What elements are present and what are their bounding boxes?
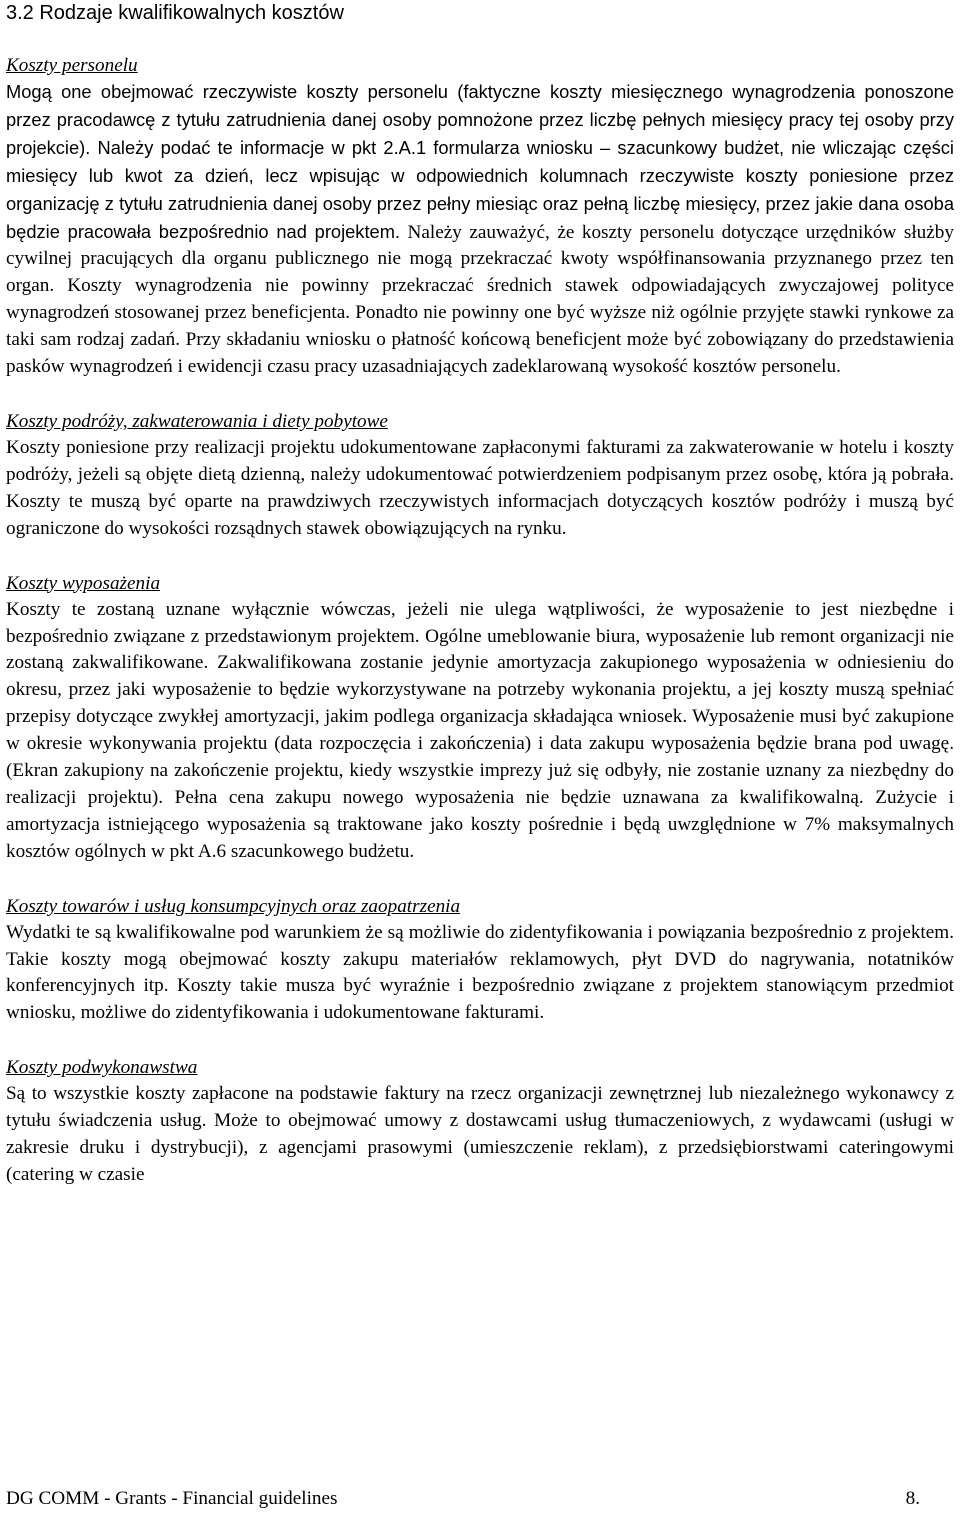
section-subcontracting bbox=[6, 1055, 954, 1189]
body-text: Koszty poniesione przy realizacji projektu udokumentowane zapłaconymi fakturami za zakwaterowanie w hotelu i koszty podróży, jeżeli są objęte dietą dzienną, należy udokumentować potwierdzeniem podpisanym przez osobę, która ją pobrała. Koszty te muszą być oparte na prawdziwych rzeczywistych informacjach dotyczących kosztów podróży i muszą być ograniczone do wysokości rozsądnych stawek obowiązujących na rynku. bbox=[6, 436, 954, 539]
section-body bbox=[6, 435, 954, 543]
section-body bbox=[6, 79, 954, 381]
page-footer bbox=[6, 1486, 920, 1512]
body-text: Należy zauważyć, że koszty personelu dotyczące urzędników służby cywilnej pracujących dla organu publicznego nie mogą przekraczać kwoty współfinansowania przyznanego przez ten organ. Koszty wynagrodzenia nie powinny przekraczać średnich stawek odpowiadających zwyczajowej polityce wynagrodzeń stosowanej przez beneficjenta. Ponadto nie powinny one być wyższe niż ogólnie przyjęte stawki rynkowe za taki sam rodzaj zadań. Przy składaniu wniosku o płatność końcową beneficjent może być zobowiązany do przedstawienia pasków wynagrodzeń i ewidencji czasu pracy uzasadniających zadeklarowaną wysokość kosztów personelu. bbox=[6, 221, 954, 378]
body-text: Koszty te zostaną uznane wyłącznie wówczas, jeżeli nie ulega wątpliwości, że wyposażenie to jest niezbędne i bezpośrednio związane z przedstawionym projektem. Ogólne umeblowanie biura, wyposażenie lub remont organizacji nie zostaną zakwalifikowane. Zakwalifikowana zostanie jedynie amortyzacja zakupionego wyposażenia w odniesieniu do okresu, przez jaki wyposażenie to będzie wykorzystywane na potrzeby wykonania projektu, a jej koszty muszą spełniać przepisy dotyczące zwykłej amortyzacji, jakim podlega organizacja składająca wniosek. Wyposażenie musi być zakupione w okresie wykonywania projektu (data rozpoczęcia i zakończenia) i data zakupu wyposażenia będzie brana pod uwagę. (Ekran zakupiony na zakończenie projektu, kiedy wszystkie imprezy już się odbyły, nie zostanie uznany za niezbędny do realizacji projektu). Pełna cena zakupu nowego wyposażenia nie będzie uznawana za kwalifikowalną. Zużycie i amortyzacja istniejącego wyposażenia są traktowane jako koszty pośrednie i będą uwzględnione w 7% maksymalnych kosztów ogólnych w pkt A.6 szacunkowego budżetu. bbox=[6, 598, 954, 862]
section-title: Koszty wyposażenia bbox=[6, 572, 161, 594]
section-title: Koszty personelu bbox=[6, 55, 138, 76]
section-equipment bbox=[6, 571, 954, 866]
section-personnel bbox=[6, 53, 954, 381]
page-number: 8. bbox=[905, 1488, 920, 1509]
section-title: Koszty podróży, zakwaterowania i diety pobytowe bbox=[6, 410, 388, 432]
footer-title: DG COMM - Grants - Financial guidelines bbox=[6, 1488, 338, 1509]
document-page bbox=[6, 0, 954, 1189]
section-title: Koszty towarów i usług konsumpcyjnych oraz zaopatrzenia bbox=[6, 895, 461, 917]
section-body bbox=[6, 1081, 954, 1189]
body-text: Mogą one obejmować rzeczywiste koszty personelu (faktyczne koszty miesięcznego wynagrodzenia ponoszone przez pracodawcę z tytułu zatrudnienia danej osoby pomnożone przez liczbę pełnych miesięcy pracy tej osoby przy projekcie). Należy podać te informacje w pkt 2.A.1 formularza wniosku – szacunkowy budżet, nie wliczając części miesięcy lub kwot za dzień, lecz wpisując w odpowiednich kolumnach rzeczywiste koszty poniesione przez organizację z tytułu zatrudnienia danej osoby przez pełny miesiąc oraz pełną liczbę miesięcy, przez jakie dana osoba będzie pracowała bezpośrednio nad projektem. bbox=[6, 81, 954, 242]
section-body bbox=[6, 920, 954, 1028]
section-body bbox=[6, 597, 954, 866]
section-travel bbox=[6, 409, 954, 543]
body-text: Wydatki te są kwalifikowalne pod warunkiem że są możliwie do zidentyfikowania i powiązania bezpośrednio z projektem. Takie koszty mogą obejmować koszty zakupu materiałów reklamowych, płyt DVD do nagrywania, notatników konferencyjnych itp. Koszty takie musza być wyraźnie i bezpośrednio związane z projektem stanowiącym przedmiot wniosku, możliwe do zidentyfikowania i udokumentowane fakturami. bbox=[6, 921, 954, 1024]
page-heading: 3.2 Rodzaje kwalifikowalnych kosztów bbox=[6, 2, 344, 24]
section-title: Koszty podwykonawstwa bbox=[6, 1057, 198, 1079]
section-consumables bbox=[6, 894, 954, 1028]
body-text: Są to wszystkie koszty zapłacone na podstawie faktury na rzecz organizacji zewnętrznej lub niezależnego wykonawcy z tytułu świadczenia usług. Może to obejmować umowy z dostawcami usług tłumaczeniowych, z wydawcami (usługi w zakresie druku i dystrybucji), z agencjami prasowymi (umieszczenie reklam), z przedsiębiorstwami cateringowymi (catering w czasie bbox=[6, 1083, 954, 1185]
